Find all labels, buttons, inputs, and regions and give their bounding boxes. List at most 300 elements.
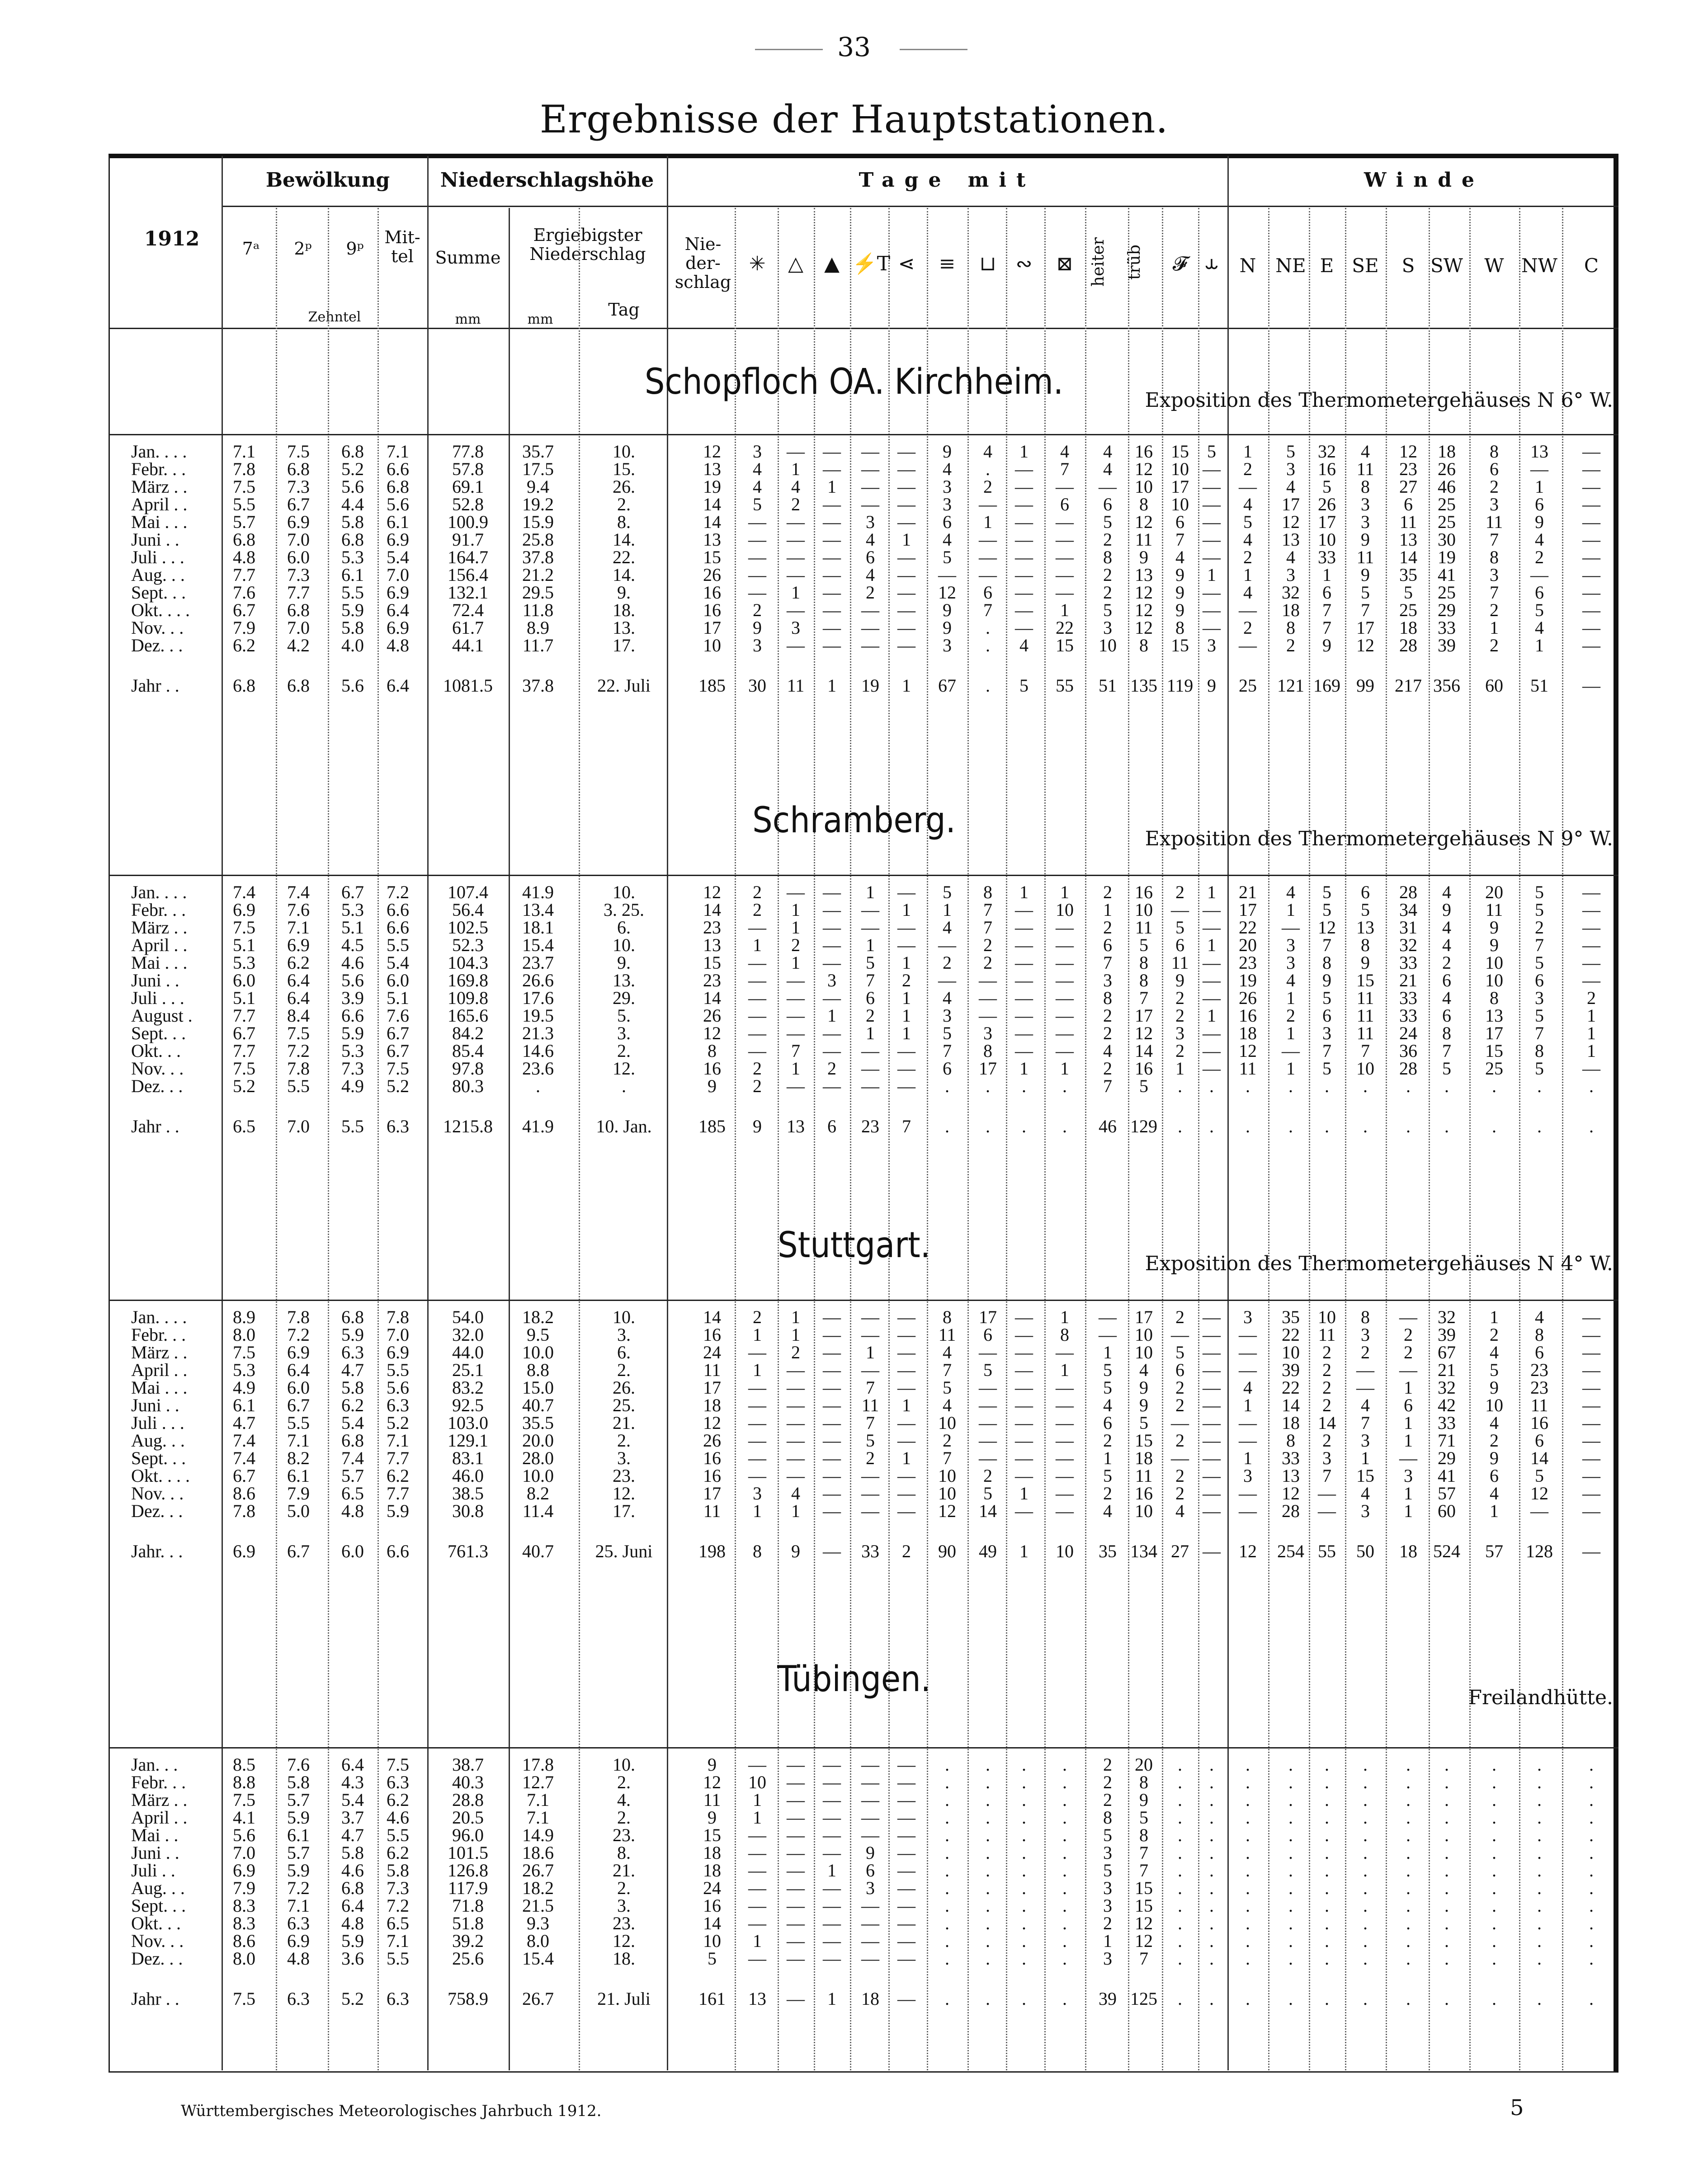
table-cell: 57 bbox=[1485, 1541, 1503, 1561]
table-cell: 5 bbox=[1535, 1058, 1544, 1079]
table-cell: — bbox=[979, 1448, 997, 1468]
table-cell: 6.6 bbox=[341, 1005, 364, 1026]
col-mittel: Mit-tel bbox=[384, 227, 420, 266]
table-cell: — bbox=[979, 1377, 997, 1398]
table-cell: . bbox=[1246, 1790, 1250, 1810]
table-cell: 2 bbox=[753, 600, 762, 620]
table-cell: — bbox=[861, 459, 879, 479]
table-cell: . bbox=[1589, 1931, 1594, 1951]
table-cell: — bbox=[1356, 1360, 1374, 1380]
table-cell: 5 bbox=[1535, 1466, 1544, 1486]
table-cell: . bbox=[986, 1807, 990, 1828]
table-cell: 8. bbox=[617, 512, 631, 532]
table-cell: — bbox=[823, 1790, 841, 1810]
row-label: Febr. . . bbox=[131, 459, 186, 479]
table-cell: 5.4 bbox=[387, 952, 409, 973]
table-cell: — bbox=[1239, 1501, 1257, 1521]
table-cell: 6.1 bbox=[287, 1466, 310, 1486]
table-cell: 8 bbox=[1139, 635, 1148, 655]
table-cell: — bbox=[1582, 970, 1600, 990]
table-cell: 6.0 bbox=[387, 970, 409, 990]
table-cell: 161 bbox=[698, 1989, 726, 2009]
table-cell: 13 bbox=[1282, 529, 1300, 550]
table-cell: 7.5 bbox=[287, 441, 310, 462]
table-cell: 4 bbox=[1175, 1501, 1184, 1521]
table-cell: 4.1 bbox=[233, 1807, 255, 1828]
table-cell: 21.2 bbox=[522, 565, 554, 585]
table-cell: . bbox=[1062, 1948, 1067, 1969]
table-cell: 6 bbox=[827, 1116, 836, 1136]
page-number-dash-left bbox=[755, 49, 823, 50]
table-cell: 2 bbox=[1322, 1430, 1331, 1451]
table-cell: 6.2 bbox=[233, 635, 255, 655]
table-cell: 2 bbox=[753, 1307, 762, 1327]
table-cell: — bbox=[1056, 476, 1074, 497]
table-cell: 102.5 bbox=[448, 917, 488, 938]
table-cell: — bbox=[897, 1501, 915, 1521]
table-cell: 6 bbox=[1535, 494, 1544, 514]
table-cell: 1 bbox=[902, 1023, 911, 1043]
table-cell: 1 bbox=[1490, 1307, 1499, 1327]
table-cell: . bbox=[1209, 1913, 1214, 1933]
table-cell: 5. bbox=[617, 1005, 631, 1026]
table-cell: 8 bbox=[1103, 988, 1112, 1008]
table-cell: 11 bbox=[1135, 1466, 1153, 1486]
row-label: Sept. . . bbox=[131, 1448, 186, 1468]
table-cell: 9 bbox=[1490, 935, 1499, 955]
table-cell: 2. bbox=[617, 1772, 631, 1792]
table-cell: . bbox=[1325, 1754, 1329, 1775]
table-cell: 15. bbox=[613, 459, 635, 479]
table-cell: 8 bbox=[1060, 1324, 1069, 1345]
table-cell: 6.3 bbox=[387, 1395, 409, 1415]
table-cell: 6.3 bbox=[387, 1116, 409, 1136]
table-cell: 21. bbox=[613, 1413, 635, 1433]
table-cell: 49 bbox=[979, 1541, 997, 1561]
table-cell: — bbox=[823, 882, 841, 902]
table-cell: 33 bbox=[1438, 1413, 1456, 1433]
table-cell: — bbox=[1282, 1041, 1300, 1061]
table-cell: 36 bbox=[1399, 1041, 1417, 1061]
table-cell: 5.9 bbox=[387, 1501, 409, 1521]
table-cell: 4 bbox=[1442, 935, 1451, 955]
table-cell: . bbox=[1062, 1116, 1067, 1136]
table-cell: — bbox=[823, 1041, 841, 1061]
table-cell: 11.7 bbox=[522, 635, 554, 655]
table-cell: 67 bbox=[1438, 1342, 1456, 1362]
table-cell: — bbox=[823, 1825, 841, 1845]
table-cell: 2 bbox=[1243, 617, 1252, 638]
table-cell: . bbox=[1325, 1878, 1329, 1898]
table-cell: 41 bbox=[1438, 1466, 1456, 1486]
row-label: August . bbox=[131, 1005, 193, 1026]
table-cell: 4 bbox=[1286, 970, 1295, 990]
table-cell: 156.4 bbox=[448, 565, 488, 585]
table-cell: 5 bbox=[1139, 1807, 1148, 1828]
row-label: März . . bbox=[131, 917, 188, 938]
table-cell: — bbox=[1203, 512, 1221, 532]
table-cell: 5.5 bbox=[387, 1825, 409, 1845]
table-cell: . bbox=[1325, 1772, 1329, 1792]
table-cell: — bbox=[748, 1377, 766, 1398]
row-label: Okt. . . . bbox=[131, 600, 190, 620]
table-cell: 11 bbox=[1318, 1324, 1336, 1345]
table-cell: 2 bbox=[1490, 1324, 1499, 1345]
table-cell: 5 bbox=[1103, 512, 1112, 532]
table-cell: 1 bbox=[1535, 476, 1544, 497]
table-cell: 2 bbox=[1322, 1395, 1331, 1415]
table-cell: — bbox=[1582, 547, 1600, 567]
table-cell: 2 bbox=[1442, 952, 1451, 973]
table-cell: 19.2 bbox=[522, 494, 554, 514]
table-cell: — bbox=[897, 1324, 915, 1345]
row-label: Aug. . . bbox=[131, 1430, 185, 1451]
tage-symbol-1: △ bbox=[788, 252, 803, 275]
niederschlagshoehe-header: Niederschlagshöhe bbox=[440, 169, 654, 192]
table-cell: 22 bbox=[1056, 617, 1074, 638]
table-cell: — bbox=[787, 1931, 805, 1951]
table-cell: 4.7 bbox=[341, 1360, 364, 1380]
row-label: Dez. . . bbox=[131, 1076, 183, 1096]
table-cell: 10. bbox=[613, 882, 635, 902]
table-cell: 6 bbox=[983, 582, 992, 603]
table-cell: — bbox=[1056, 1377, 1074, 1398]
table-cell: 27 bbox=[1171, 1541, 1189, 1561]
table-cell: . bbox=[1209, 1931, 1214, 1951]
table-cell: 1 bbox=[1535, 635, 1544, 655]
table-cell: 46 bbox=[1438, 476, 1456, 497]
table-cell: — bbox=[1203, 617, 1221, 638]
table-cell: 17 bbox=[703, 617, 721, 638]
table-cell: 8 bbox=[1535, 1041, 1544, 1061]
table-cell: 5 bbox=[1243, 512, 1252, 532]
table-cell: 39.2 bbox=[452, 1931, 484, 1951]
table-cell: 14 bbox=[703, 494, 721, 514]
table-cell: 7 bbox=[866, 1413, 875, 1433]
table-cell: 6 bbox=[1361, 882, 1370, 902]
table-cell: 5.5 bbox=[387, 935, 409, 955]
table-cell: 18. bbox=[613, 1948, 635, 1969]
table-cell: 3 bbox=[943, 494, 952, 514]
table-cell: — bbox=[1203, 600, 1221, 620]
table-cell: 16 bbox=[703, 1324, 721, 1345]
table-cell: — bbox=[938, 935, 956, 955]
group-divider bbox=[1227, 156, 1229, 208]
table-cell: 8.9 bbox=[527, 617, 549, 638]
table-cell: 1 bbox=[1243, 565, 1252, 585]
table-cell: . bbox=[1062, 1878, 1067, 1898]
table-cell: 8 bbox=[943, 1307, 952, 1327]
table-cell: 23 bbox=[703, 970, 721, 990]
table-cell: 12 bbox=[703, 882, 721, 902]
table-cell: 1 bbox=[943, 900, 952, 920]
table-cell: . bbox=[1363, 1790, 1368, 1810]
table-cell: — bbox=[1171, 1448, 1189, 1468]
table-cell: 7.3 bbox=[287, 476, 310, 497]
table-cell: 6.8 bbox=[341, 1430, 364, 1451]
table-cell: 8 bbox=[1103, 547, 1112, 567]
table-cell: — bbox=[1239, 1483, 1257, 1503]
table-cell: 6.7 bbox=[233, 600, 255, 620]
table-cell: 2 bbox=[866, 1005, 875, 1026]
table-cell: 99 bbox=[1356, 675, 1374, 696]
table-cell: — bbox=[1015, 617, 1033, 638]
table-cell: . bbox=[1178, 1807, 1182, 1828]
table-cell: . bbox=[1325, 1825, 1329, 1845]
table-cell: . bbox=[1406, 1790, 1411, 1810]
station-note: Exposition des Thermometergehäuses N 9° W. bbox=[1145, 827, 1613, 850]
table-cell: . bbox=[1325, 1931, 1329, 1951]
table-cell: 7.5 bbox=[233, 1342, 255, 1362]
table-cell: 1 bbox=[791, 1058, 800, 1079]
table-cell: . bbox=[1022, 1931, 1026, 1951]
table-cell: 2 bbox=[1175, 1395, 1184, 1415]
table-cell: 12.7 bbox=[522, 1772, 554, 1792]
table-cell: 7 bbox=[1322, 600, 1331, 620]
table-cell: 8 bbox=[1139, 952, 1148, 973]
table-cell: — bbox=[1015, 1360, 1033, 1380]
table-cell: 8.3 bbox=[233, 1895, 255, 1916]
table-cell: — bbox=[748, 1041, 766, 1061]
table-cell: 18 bbox=[1399, 617, 1417, 638]
table-cell: 6.8 bbox=[341, 441, 364, 462]
table-cell: — bbox=[823, 1843, 841, 1863]
table-cell: 10. bbox=[613, 935, 635, 955]
table-cell: 6.9 bbox=[387, 617, 409, 638]
table-cell: — bbox=[1203, 917, 1221, 938]
table-cell: — bbox=[1203, 1448, 1221, 1468]
table-cell: . bbox=[1209, 1076, 1214, 1096]
table-cell: — bbox=[897, 1860, 915, 1880]
table-cell: 7.8 bbox=[287, 1307, 310, 1327]
table-cell: 15 bbox=[1135, 1430, 1153, 1451]
table-cell: 13 bbox=[748, 1989, 766, 2009]
table-cell: 52.8 bbox=[452, 494, 484, 514]
table-cell: 5 bbox=[943, 547, 952, 567]
table-cell: — bbox=[748, 1413, 766, 1433]
table-cell: — bbox=[979, 1430, 997, 1451]
table-cell: — bbox=[1203, 1395, 1221, 1415]
table-cell: — bbox=[1015, 1342, 1033, 1362]
table-cell: . bbox=[1589, 1076, 1594, 1096]
table-cell: — bbox=[823, 952, 841, 973]
table-cell: 6.3 bbox=[341, 1342, 364, 1362]
table-cell: — bbox=[1582, 1377, 1600, 1398]
table-cell: — bbox=[1056, 970, 1074, 990]
table-cell: — bbox=[1203, 1501, 1221, 1521]
table-cell: 7.3 bbox=[341, 1058, 364, 1079]
table-cell: 6 bbox=[1322, 582, 1331, 603]
table-cell: 6.7 bbox=[341, 882, 364, 902]
table-cell: 5.8 bbox=[341, 1377, 364, 1398]
table-cell: 7.7 bbox=[233, 565, 255, 585]
row-label: Jahr. . . bbox=[131, 1541, 183, 1561]
row-label: Dez. . . bbox=[131, 1501, 183, 1521]
table-cell: 51.8 bbox=[452, 1913, 484, 1933]
table-cell: — bbox=[1203, 1377, 1221, 1398]
table-cell: 41 bbox=[1438, 565, 1456, 585]
table-cell: — bbox=[823, 988, 841, 1008]
table-cell: 16 bbox=[1318, 459, 1336, 479]
tage-symbol-3: ⚡T bbox=[852, 252, 891, 275]
table-cell: . bbox=[986, 1790, 990, 1810]
table-cell: 33 bbox=[1438, 617, 1456, 638]
table-cell: 6 bbox=[1490, 1466, 1499, 1486]
table-cell: 32 bbox=[1282, 582, 1300, 603]
table-cell: — bbox=[787, 512, 805, 532]
table-cell: . bbox=[1492, 1754, 1496, 1775]
table-cell: 1 bbox=[902, 1005, 911, 1026]
table-cell: 12 bbox=[703, 441, 721, 462]
table-cell: — bbox=[823, 1772, 841, 1792]
table-cell: 71.8 bbox=[452, 1895, 484, 1916]
table-cell: — bbox=[787, 1825, 805, 1845]
table-cell: 4 bbox=[943, 917, 952, 938]
column-divider bbox=[1469, 208, 1471, 2070]
table-cell: 13. bbox=[613, 970, 635, 990]
table-cell: 2 bbox=[753, 900, 762, 920]
table-cell: 2 bbox=[791, 494, 800, 514]
table-cell: . bbox=[1444, 1116, 1449, 1136]
table-cell: 6 bbox=[1175, 512, 1184, 532]
table-cell: . bbox=[1406, 1754, 1411, 1775]
table-cell: 6.7 bbox=[387, 1023, 409, 1043]
table-cell: — bbox=[1582, 1342, 1600, 1362]
table-cell: — bbox=[1239, 1413, 1257, 1433]
table-cell: . bbox=[1406, 1895, 1411, 1916]
table-cell: 9 bbox=[708, 1807, 717, 1828]
table-cell: 217 bbox=[1395, 675, 1422, 696]
table-cell: 24 bbox=[1399, 1023, 1417, 1043]
table-cell: — bbox=[1015, 582, 1033, 603]
table-cell: 12 bbox=[1356, 635, 1374, 655]
table-cell: . bbox=[1492, 1843, 1496, 1863]
table-cell: — bbox=[861, 441, 879, 462]
table-cell: 3 bbox=[1361, 512, 1370, 532]
table-cell: 1 bbox=[791, 1501, 800, 1521]
table-cell: 5.5 bbox=[233, 494, 255, 514]
table-cell: . bbox=[945, 1843, 949, 1863]
table-cell: — bbox=[787, 1807, 805, 1828]
table-cell: . bbox=[1406, 1931, 1411, 1951]
row-label: Juli . . . bbox=[131, 1413, 184, 1433]
table-cell: 23 bbox=[1239, 952, 1257, 973]
table-cell: — bbox=[1099, 1307, 1117, 1327]
table-cell: 10 bbox=[1135, 1342, 1153, 1362]
table-cell: 10 bbox=[938, 1483, 956, 1503]
table-cell: 5.9 bbox=[341, 600, 364, 620]
table-cell: 1 bbox=[1404, 1483, 1413, 1503]
table-cell: — bbox=[787, 600, 805, 620]
wind-col-ne: NE bbox=[1275, 254, 1306, 277]
table-cell: 17 bbox=[1318, 512, 1336, 532]
table-cell: 128 bbox=[1526, 1541, 1553, 1561]
row-label: Febr. . . bbox=[131, 1324, 186, 1345]
table-cell: 15.9 bbox=[522, 512, 554, 532]
table-cell: 2. bbox=[617, 494, 631, 514]
table-cell: 17 bbox=[1485, 1023, 1503, 1043]
table-cell: — bbox=[748, 1878, 766, 1898]
table-cell: — bbox=[823, 441, 841, 462]
table-cell: 11 bbox=[1485, 512, 1503, 532]
table-cell: 9 bbox=[1175, 582, 1184, 603]
table-cell: 6.5 bbox=[341, 1483, 364, 1503]
table-cell: — bbox=[1530, 459, 1548, 479]
table-cell: 185 bbox=[698, 675, 726, 696]
table-cell: 4 bbox=[1442, 917, 1451, 938]
table-cell: 25. bbox=[613, 1395, 635, 1415]
table-cell: 12 bbox=[1318, 917, 1336, 938]
table-cell: — bbox=[897, 1754, 915, 1775]
table-cell: 46.0 bbox=[452, 1466, 484, 1486]
table-cell: . bbox=[1444, 1843, 1449, 1863]
table-cell: 12 bbox=[703, 1413, 721, 1433]
table-cell: 6 bbox=[1322, 1005, 1331, 1026]
table-cell: 28 bbox=[1399, 1058, 1417, 1079]
table-cell: 8 bbox=[1286, 617, 1295, 638]
table-cell: 60 bbox=[1438, 1501, 1456, 1521]
table-cell: 7.2 bbox=[287, 1878, 310, 1898]
table-cell: . bbox=[1209, 1895, 1214, 1916]
table-cell: . bbox=[1022, 1895, 1026, 1916]
table-cell: 7.4 bbox=[233, 882, 255, 902]
wind-col-s: S bbox=[1401, 254, 1415, 277]
table-cell: — bbox=[979, 1395, 997, 1415]
table-cell: 5.3 bbox=[341, 547, 364, 567]
row-label: Jan. . . . bbox=[131, 1307, 187, 1327]
table-cell: 10 bbox=[938, 1466, 956, 1486]
table-cell: — bbox=[1203, 1541, 1221, 1561]
table-cell: 7.4 bbox=[287, 882, 310, 902]
table-cell: 6.5 bbox=[387, 1913, 409, 1933]
table-cell: 9 bbox=[1361, 565, 1370, 585]
table-cell: — bbox=[748, 1430, 766, 1451]
table-cell: 5 bbox=[1175, 917, 1184, 938]
table-cell: — bbox=[897, 1772, 915, 1792]
table-cell: 2 bbox=[983, 952, 992, 973]
table-cell: 17. bbox=[613, 1501, 635, 1521]
table-cell: 5.8 bbox=[341, 512, 364, 532]
table-cell: 4.9 bbox=[233, 1377, 255, 1398]
table-cell: 1 bbox=[1060, 1360, 1069, 1380]
table-cell: 7 bbox=[983, 900, 992, 920]
table-cell: 6.7 bbox=[287, 1395, 310, 1415]
table-cell: — bbox=[787, 1395, 805, 1415]
table-cell: 17 bbox=[1171, 476, 1189, 497]
table-cell: 5.2 bbox=[341, 1989, 364, 2009]
table-cell: — bbox=[823, 529, 841, 550]
table-cell: — bbox=[861, 494, 879, 514]
table-cell: — bbox=[897, 882, 915, 902]
table-cell: 19 bbox=[861, 675, 879, 696]
table-cell: — bbox=[897, 1307, 915, 1327]
table-cell: 91.7 bbox=[452, 529, 484, 550]
table-cell: 12 bbox=[938, 582, 956, 603]
table-cell: . bbox=[1022, 1754, 1026, 1775]
table-cell: — bbox=[1015, 900, 1033, 920]
table-cell: — bbox=[1015, 1041, 1033, 1061]
table-cell: 5 bbox=[1535, 1005, 1544, 1026]
table-cell: 26.6 bbox=[522, 970, 554, 990]
table-cell: 7.5 bbox=[387, 1754, 409, 1775]
table-cell: 26 bbox=[1239, 988, 1257, 1008]
table-cell: — bbox=[1399, 1307, 1417, 1327]
table-cell: . bbox=[986, 459, 990, 479]
table-cell: 30 bbox=[748, 675, 766, 696]
table-cell: — bbox=[823, 600, 841, 620]
table-cell: 7 bbox=[1361, 1413, 1370, 1433]
table-cell: — bbox=[1582, 600, 1600, 620]
